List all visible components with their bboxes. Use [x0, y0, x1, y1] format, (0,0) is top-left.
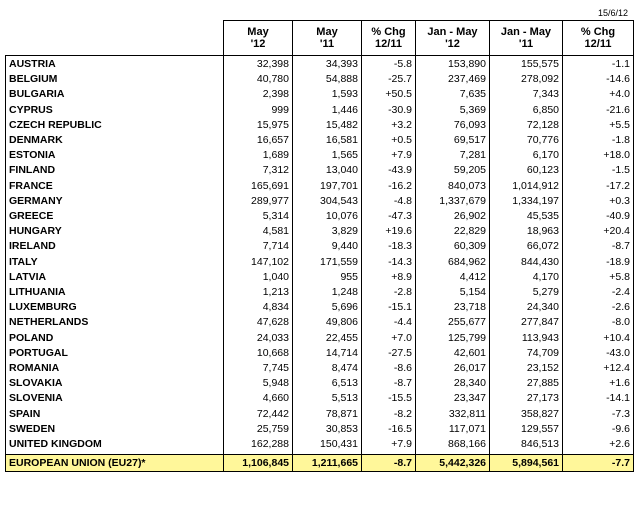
- table-cell: -2.8: [362, 285, 416, 300]
- table-body: [6, 56, 634, 455]
- table-cell: 8,474: [293, 361, 362, 376]
- table-cell: 23,718: [416, 300, 490, 315]
- table-cell: +8.9: [362, 270, 416, 285]
- column-header-line2: '11: [518, 38, 534, 50]
- country-name: NETHERLANDS: [6, 315, 224, 330]
- column-header-line1: Jan - May: [500, 26, 552, 38]
- column-header-line2: '12: [250, 38, 266, 50]
- table-cell: 9,440: [293, 239, 362, 254]
- table-cell: -43.9: [362, 163, 416, 178]
- column-header: [416, 21, 490, 56]
- column-header-line1: May: [316, 26, 338, 38]
- table-cell: 1,446: [293, 103, 362, 118]
- table-cell: +7.0: [362, 331, 416, 346]
- table-cell: -15.1: [362, 300, 416, 315]
- table-cell: 840,073: [416, 179, 490, 194]
- table-row: [6, 376, 634, 391]
- table-row: [6, 300, 634, 315]
- country-name: LATVIA: [6, 270, 224, 285]
- column-header-line2: '11: [319, 38, 335, 50]
- table-cell: 4,660: [224, 391, 293, 406]
- country-name: HUNGARY: [6, 224, 224, 239]
- table-cell: 1,334,197: [490, 194, 563, 209]
- table-cell: 45,535: [490, 209, 563, 224]
- table-cell: 23,347: [416, 391, 490, 406]
- country-name: BULGARIA: [6, 87, 224, 102]
- table-row: [6, 148, 634, 163]
- total-row: [6, 455, 634, 472]
- country-name: LUXEMBURG: [6, 300, 224, 315]
- table-cell: 5,314: [224, 209, 293, 224]
- column-header: [490, 21, 563, 56]
- table-row: [6, 285, 634, 300]
- table-cell: 7,745: [224, 361, 293, 376]
- country-name: CZECH REPUBLIC: [6, 118, 224, 133]
- table-cell: 1,565: [293, 148, 362, 163]
- table-cell: 868,166: [416, 437, 490, 455]
- table-cell: 7,281: [416, 148, 490, 163]
- country-name: ESTONIA: [6, 148, 224, 163]
- table-cell: 153,890: [416, 56, 490, 73]
- table-cell: 5,279: [490, 285, 563, 300]
- table-cell: 5,696: [293, 300, 362, 315]
- country-name: ROMANIA: [6, 361, 224, 376]
- country-name: LITHUANIA: [6, 285, 224, 300]
- table-cell: 72,128: [490, 118, 563, 133]
- column-header-line1: % Chg: [580, 26, 616, 38]
- table-cell: 49,806: [293, 315, 362, 330]
- table-cell: +50.5: [362, 87, 416, 102]
- table-cell: -30.9: [362, 103, 416, 118]
- country-name: AUSTRIA: [6, 56, 224, 73]
- country-name: SLOVAKIA: [6, 376, 224, 391]
- table-cell: 42,601: [416, 346, 490, 361]
- table-cell: 7,343: [490, 87, 563, 102]
- table-cell: 6,850: [490, 103, 563, 118]
- table-cell: 4,581: [224, 224, 293, 239]
- table-cell: 197,701: [293, 179, 362, 194]
- table-cell: -2.4: [563, 285, 634, 300]
- table-cell: 844,430: [490, 255, 563, 270]
- country-name: CYPRUS: [6, 103, 224, 118]
- table-cell: 2,398: [224, 87, 293, 102]
- table-row: [6, 255, 634, 270]
- table-row: [6, 118, 634, 133]
- table-cell: 34,393: [293, 56, 362, 73]
- table-cell: -8.0: [563, 315, 634, 330]
- table-cell: -8.2: [362, 407, 416, 422]
- table-cell: 1,593: [293, 87, 362, 102]
- table-cell: 24,033: [224, 331, 293, 346]
- table-cell: 113,943: [490, 331, 563, 346]
- table-cell: 16,657: [224, 133, 293, 148]
- table-cell: 1,248: [293, 285, 362, 300]
- table-cell: 66,072: [490, 239, 563, 254]
- table-cell: 76,093: [416, 118, 490, 133]
- table-cell: 304,543: [293, 194, 362, 209]
- table-cell: 14,714: [293, 346, 362, 361]
- table-row: [6, 72, 634, 87]
- table-row: [6, 209, 634, 224]
- table-cell: -43.0: [563, 346, 634, 361]
- table-cell: 22,829: [416, 224, 490, 239]
- table-cell: -14.1: [563, 391, 634, 406]
- table-cell: -47.3: [362, 209, 416, 224]
- table-cell: +0.5: [362, 133, 416, 148]
- table-cell: 70,776: [490, 133, 563, 148]
- table-cell: -1.8: [563, 133, 634, 148]
- table-cell: 78,871: [293, 407, 362, 422]
- table-cell: 28,340: [416, 376, 490, 391]
- table-cell: 155,575: [490, 56, 563, 73]
- column-header: [224, 21, 293, 56]
- table-cell: +0.3: [563, 194, 634, 209]
- column-header-line2: 12/11: [375, 38, 402, 50]
- table-cell: 5,513: [293, 391, 362, 406]
- table-row: [6, 87, 634, 102]
- table-cell: 72,442: [224, 407, 293, 422]
- table-row: [6, 56, 634, 73]
- table-cell: 25,759: [224, 422, 293, 437]
- table-cell: -16.2: [362, 179, 416, 194]
- table-cell: +20.4: [563, 224, 634, 239]
- country-name: IRELAND: [6, 239, 224, 254]
- table-cell: 171,559: [293, 255, 362, 270]
- table-cell: +12.4: [563, 361, 634, 376]
- table-row: [6, 437, 634, 455]
- table-cell: -1.1: [563, 56, 634, 73]
- country-name: GERMANY: [6, 194, 224, 209]
- table-cell: -1.5: [563, 163, 634, 178]
- table-row: [6, 194, 634, 209]
- table-row: [6, 224, 634, 239]
- header-row: [6, 21, 634, 56]
- column-header-line1: Jan - May: [427, 26, 478, 38]
- table-cell: 60,123: [490, 163, 563, 178]
- table-row: [6, 163, 634, 178]
- column-header-line1: May: [247, 26, 269, 38]
- total-cell: -8.7: [362, 455, 416, 472]
- table-row: [6, 179, 634, 194]
- table-cell: -40.9: [563, 209, 634, 224]
- table-cell: 26,902: [416, 209, 490, 224]
- table-cell: -5.8: [362, 56, 416, 73]
- column-header-line2: '12: [445, 38, 460, 50]
- table-cell: 74,709: [490, 346, 563, 361]
- total-cell: 5,442,326: [416, 455, 490, 472]
- table-row: [6, 391, 634, 406]
- table-cell: 684,962: [416, 255, 490, 270]
- table-cell: 47,628: [224, 315, 293, 330]
- table-cell: 26,017: [416, 361, 490, 376]
- country-name: GREECE: [6, 209, 224, 224]
- table-cell: 23,152: [490, 361, 563, 376]
- table-cell: 27,173: [490, 391, 563, 406]
- table-cell: -16.5: [362, 422, 416, 437]
- total-cell: -7.7: [563, 455, 634, 472]
- table-cell: +1.6: [563, 376, 634, 391]
- country-name: DENMARK: [6, 133, 224, 148]
- column-header-line1: % Chg: [371, 26, 406, 38]
- column-header: [293, 21, 362, 56]
- table-cell: 60,309: [416, 239, 490, 254]
- table-row: [6, 315, 634, 330]
- country-name: BELGIUM: [6, 72, 224, 87]
- table-cell: -8.7: [563, 239, 634, 254]
- table-cell: -14.3: [362, 255, 416, 270]
- table-cell: 22,455: [293, 331, 362, 346]
- table-cell: 955: [293, 270, 362, 285]
- table-cell: -7.3: [563, 407, 634, 422]
- table-cell: 117,071: [416, 422, 490, 437]
- table-row: [6, 331, 634, 346]
- table-cell: -17.2: [563, 179, 634, 194]
- table-cell: 6,170: [490, 148, 563, 163]
- table-row: [6, 407, 634, 422]
- table-cell: 1,014,912: [490, 179, 563, 194]
- country-name: PORTUGAL: [6, 346, 224, 361]
- table-cell: -15.5: [362, 391, 416, 406]
- table-cell: 5,948: [224, 376, 293, 391]
- table-cell: 255,677: [416, 315, 490, 330]
- table-cell: -27.5: [362, 346, 416, 361]
- table-row: [6, 422, 634, 437]
- table-cell: -21.6: [563, 103, 634, 118]
- table-cell: 332,811: [416, 407, 490, 422]
- table-cell: 999: [224, 103, 293, 118]
- table-cell: 7,635: [416, 87, 490, 102]
- country-name: FINLAND: [6, 163, 224, 178]
- table-cell: 15,975: [224, 118, 293, 133]
- country-name: SWEDEN: [6, 422, 224, 437]
- table-cell: +5.8: [563, 270, 634, 285]
- table-cell: +19.6: [362, 224, 416, 239]
- country-name: SPAIN: [6, 407, 224, 422]
- table-cell: 16,581: [293, 133, 362, 148]
- table-cell: 4,412: [416, 270, 490, 285]
- table-cell: 1,689: [224, 148, 293, 163]
- table-cell: 237,469: [416, 72, 490, 87]
- total-label: EUROPEAN UNION (EU27)*: [6, 455, 224, 472]
- table-cell: 147,102: [224, 255, 293, 270]
- table-cell: 5,154: [416, 285, 490, 300]
- table-cell: -9.6: [563, 422, 634, 437]
- table-cell: 30,853: [293, 422, 362, 437]
- report-date: 15/6/12: [597, 8, 628, 18]
- column-header: [563, 21, 634, 56]
- table-cell: 4,170: [490, 270, 563, 285]
- table-cell: +4.0: [563, 87, 634, 102]
- table-row: [6, 103, 634, 118]
- table-cell: 13,040: [293, 163, 362, 178]
- table-cell: 1,337,679: [416, 194, 490, 209]
- table-cell: 32,398: [224, 56, 293, 73]
- table-cell: 277,847: [490, 315, 563, 330]
- country-name: ITALY: [6, 255, 224, 270]
- table-cell: 10,668: [224, 346, 293, 361]
- table-row: [6, 133, 634, 148]
- table-cell: 7,312: [224, 163, 293, 178]
- table-cell: -4.4: [362, 315, 416, 330]
- table-cell: 165,691: [224, 179, 293, 194]
- table-cell: 40,780: [224, 72, 293, 87]
- table-cell: +7.9: [362, 148, 416, 163]
- table-cell: 129,557: [490, 422, 563, 437]
- column-header: [362, 21, 416, 56]
- table-cell: 54,888: [293, 72, 362, 87]
- country-name: FRANCE: [6, 179, 224, 194]
- table-cell: -8.7: [362, 376, 416, 391]
- table-cell: 150,431: [293, 437, 362, 455]
- table-cell: +10.4: [563, 331, 634, 346]
- table-cell: 358,827: [490, 407, 563, 422]
- total-cell: 1,211,665: [293, 455, 362, 472]
- table-cell: +5.5: [563, 118, 634, 133]
- country-name: SLOVENIA: [6, 391, 224, 406]
- table-row: [6, 239, 634, 254]
- table-cell: 278,092: [490, 72, 563, 87]
- table-cell: -18.9: [563, 255, 634, 270]
- table-cell: 289,977: [224, 194, 293, 209]
- table-cell: -4.8: [362, 194, 416, 209]
- registrations-table: [5, 20, 634, 472]
- total-cell: 1,106,845: [224, 455, 293, 472]
- table-cell: 1,040: [224, 270, 293, 285]
- table-cell: 59,205: [416, 163, 490, 178]
- table-cell: +7.9: [362, 437, 416, 455]
- table-cell: 27,885: [490, 376, 563, 391]
- table-cell: 846,513: [490, 437, 563, 455]
- country-name: UNITED KINGDOM: [6, 437, 224, 455]
- table-cell: -25.7: [362, 72, 416, 87]
- table-cell: +2.6: [563, 437, 634, 455]
- country-header-blank: [6, 21, 224, 56]
- table-cell: -8.6: [362, 361, 416, 376]
- table-cell: 15,482: [293, 118, 362, 133]
- table-row: [6, 346, 634, 361]
- table-cell: 7,714: [224, 239, 293, 254]
- table-cell: 4,834: [224, 300, 293, 315]
- table-cell: -14.6: [563, 72, 634, 87]
- table-cell: 1,213: [224, 285, 293, 300]
- table-cell: -2.6: [563, 300, 634, 315]
- table-cell: 69,517: [416, 133, 490, 148]
- total-cell: 5,894,561: [490, 455, 563, 472]
- table-cell: -18.3: [362, 239, 416, 254]
- table-cell: 125,799: [416, 331, 490, 346]
- table-row: [6, 361, 634, 376]
- country-name: POLAND: [6, 331, 224, 346]
- table-cell: 6,513: [293, 376, 362, 391]
- table-cell: 5,369: [416, 103, 490, 118]
- table-cell: 3,829: [293, 224, 362, 239]
- table-cell: 24,340: [490, 300, 563, 315]
- column-header-line2: 12/11: [584, 38, 612, 50]
- table-cell: +3.2: [362, 118, 416, 133]
- table-cell: 162,288: [224, 437, 293, 455]
- table-row: [6, 270, 634, 285]
- table-cell: 18,963: [490, 224, 563, 239]
- table-cell: 10,076: [293, 209, 362, 224]
- table-cell: +18.0: [563, 148, 634, 163]
